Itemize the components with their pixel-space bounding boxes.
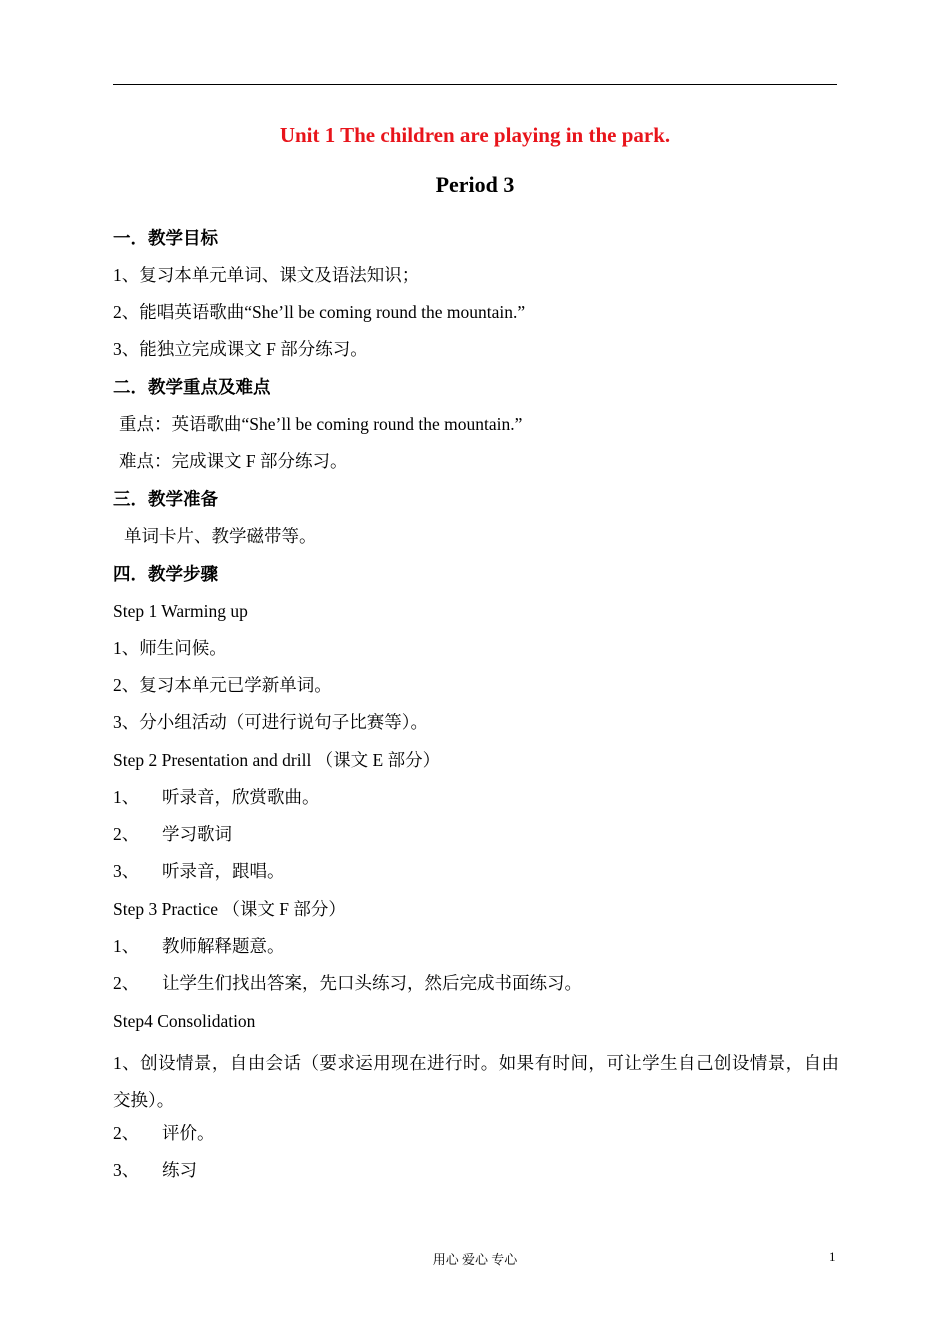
section-heading-steps: 四．教学步骤 xyxy=(113,564,218,584)
section-heading-key-points: 二．教学重点及难点 xyxy=(113,377,271,397)
list-text: 教师解释题意。 xyxy=(162,936,285,956)
list-number: 1、 xyxy=(113,787,140,807)
step-3-title: Step 3 Practice （课文 F 部分） xyxy=(113,899,346,919)
list-text: 学习歌词 xyxy=(162,824,232,844)
step-1-title: Step 1 Warming up xyxy=(113,601,248,621)
step-2-item-1 xyxy=(113,786,320,808)
footer-motto: 用心 爱心 专心 xyxy=(432,1252,518,1267)
step-4-item-2 xyxy=(113,1122,215,1144)
page-number: 1 xyxy=(829,1249,836,1264)
list-number: 3、 xyxy=(113,861,140,881)
step-1-item-3: 3、分小组活动（可进行说句子比赛等）。 xyxy=(113,712,428,732)
list-text: 评价。 xyxy=(162,1123,215,1143)
objective-1: 1、复习本单元单词、课文及语法知识； xyxy=(113,265,420,285)
list-number: 2、 xyxy=(113,824,140,844)
objective-3: 3、能独立完成课文 F 部分练习。 xyxy=(113,339,368,359)
list-text: 听录音，欣赏歌曲。 xyxy=(162,787,320,807)
step-4-item-3 xyxy=(113,1159,197,1181)
step-2-item-2 xyxy=(113,823,232,845)
header-rule xyxy=(113,84,837,85)
section-heading-objectives: 一．教学目标 xyxy=(113,228,218,248)
list-text: 听录音，跟唱。 xyxy=(162,861,285,881)
preparation-items: 单词卡片、教学磁带等。 xyxy=(124,526,317,546)
step-1-item-1: 1、师生问候。 xyxy=(113,638,227,658)
difficult-point: 难点：完成课文 F 部分练习。 xyxy=(119,451,348,471)
step-3-item-1 xyxy=(113,935,285,957)
key-point: 重点：英语歌曲“She’ll be coming round the mountain.” xyxy=(119,414,523,434)
list-number: 1、 xyxy=(113,936,140,956)
list-text: 练习 xyxy=(162,1160,197,1180)
list-number: 3、 xyxy=(113,1160,140,1180)
objective-2: 2、能唱英语歌曲“She’ll be coming round the mountain.” xyxy=(113,302,526,322)
step-4-item-1: 1、创设情景，自由会话（要求运用现在进行时。如果有时间，可让学生自己创设情景，自由交换）。 xyxy=(113,1053,839,1110)
step-2-title: Step 2 Presentation and drill （课文 E 部分） xyxy=(113,750,441,770)
step-3-item-2 xyxy=(113,972,582,994)
step-4-title: Step4 Consolidation xyxy=(113,1011,256,1031)
list-number: 2、 xyxy=(113,973,140,993)
list-text: 让学生们找出答案，先口头练习，然后完成书面练习。 xyxy=(162,973,582,993)
step-2-item-3 xyxy=(113,860,285,882)
document-title: Unit 1 The children are playing in the park. xyxy=(279,123,671,147)
list-number: 2、 xyxy=(113,1123,140,1143)
step-1-item-2: 2、复习本单元已学新单词。 xyxy=(113,675,332,695)
document-subtitle: Period 3 xyxy=(435,172,515,197)
section-heading-preparation: 三．教学准备 xyxy=(113,489,218,509)
